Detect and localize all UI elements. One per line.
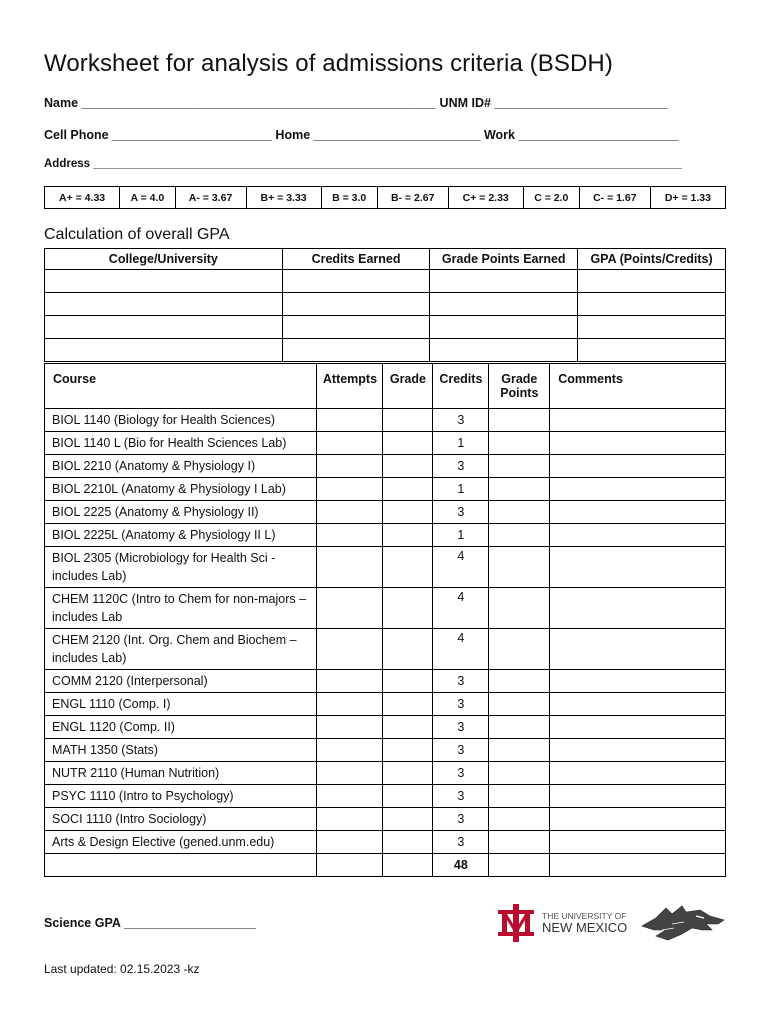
credits-cell: 4 — [433, 629, 489, 670]
comments-cell[interactable] — [550, 409, 726, 432]
overall-gpa-header-row — [45, 249, 726, 270]
grade-scale-cell: B+ = 3.33 — [246, 187, 321, 209]
credits-earned-cell[interactable] — [282, 293, 430, 316]
attempts-cell[interactable] — [317, 808, 383, 831]
total-row — [45, 854, 726, 877]
course-name: BIOL 2225 (Anatomy & Physiology II) — [45, 501, 317, 524]
course-header: Course — [45, 364, 317, 409]
grade-points-cell[interactable] — [489, 762, 550, 785]
course-table — [44, 363, 726, 877]
grade-points-header: Grade Points — [489, 364, 550, 409]
phone-line-text: Cell Phone _______________________ Home ________________________ Work _______________________ — [44, 128, 679, 142]
grade-header: Grade — [383, 364, 433, 409]
unm-logo — [496, 900, 728, 946]
comments-cell[interactable] — [550, 716, 726, 739]
address-line-text: Address ____________________________________________________________________________________________ — [44, 158, 682, 170]
course-name: SOCI 1110 (Intro Sociology) — [45, 808, 317, 831]
credits-cell: 1 — [433, 478, 489, 501]
grade-cell[interactable] — [383, 831, 433, 854]
credits-header: Credits — [433, 364, 489, 409]
credits-cell: 3 — [433, 455, 489, 478]
grade-scale-cell: C+ = 2.33 — [448, 187, 523, 209]
grade-points-cell[interactable] — [430, 270, 578, 293]
grade-scale-cell: B- = 2.67 — [377, 187, 448, 209]
gpa-cell[interactable] — [578, 316, 726, 339]
gpa-cell[interactable] — [578, 293, 726, 316]
phone-field-line[interactable] — [44, 128, 678, 142]
course-name: PSYC 1110 (Intro to Psychology) — [45, 785, 317, 808]
comments-cell[interactable] — [550, 455, 726, 478]
comments-cell[interactable] — [550, 808, 726, 831]
grade-cell[interactable] — [383, 808, 433, 831]
comments-cell[interactable] — [550, 629, 726, 670]
course-row — [45, 831, 726, 854]
course-row — [45, 432, 726, 455]
grade-scale-cell: A+ = 4.33 — [45, 187, 120, 209]
grade-cell[interactable] — [383, 693, 433, 716]
grade-cell[interactable] — [383, 432, 433, 455]
attempts-cell[interactable] — [317, 455, 383, 478]
college-cell[interactable] — [45, 293, 283, 316]
credits-cell: 3 — [433, 501, 489, 524]
grade-cell[interactable] — [383, 455, 433, 478]
grade-points-cell[interactable] — [489, 831, 550, 854]
grade-scale-cell: C = 2.0 — [523, 187, 579, 209]
course-name: NUTR 2110 (Human Nutrition) — [45, 762, 317, 785]
course-row — [45, 808, 726, 831]
grade-points-cell[interactable] — [489, 478, 550, 501]
college-cell[interactable] — [45, 270, 283, 293]
course-name: MATH 1350 (Stats) — [45, 739, 317, 762]
comments-cell[interactable] — [550, 432, 726, 455]
college-cell[interactable] — [45, 339, 283, 362]
grade-cell[interactable] — [383, 629, 433, 670]
grade-points-cell[interactable] — [430, 316, 578, 339]
comments-cell[interactable] — [550, 670, 726, 693]
credits-earned-header: Credits Earned — [282, 249, 430, 270]
grade-points-cell[interactable] — [489, 524, 550, 547]
course-header-row — [45, 364, 726, 409]
grade-scale-cell: B = 3.0 — [321, 187, 377, 209]
comments-cell[interactable] — [550, 854, 726, 877]
address-field-line[interactable] — [44, 158, 682, 170]
attempts-cell[interactable] — [317, 478, 383, 501]
logo-line2: NEW MEXICO — [542, 920, 628, 935]
grade-scale-row — [45, 187, 726, 209]
course-name: ENGL 1120 (Comp. II) — [45, 716, 317, 739]
course-row — [45, 670, 726, 693]
credits-cell: 3 — [433, 409, 489, 432]
grade-cell[interactable] — [383, 762, 433, 785]
last-updated: Last updated: 02.15.2023 -kz — [44, 962, 200, 976]
overall-gpa-row — [45, 293, 726, 316]
grade-points-cell[interactable] — [489, 588, 550, 629]
grade-cell[interactable] — [383, 478, 433, 501]
credits-cell: 3 — [433, 831, 489, 854]
attempts-cell[interactable] — [317, 693, 383, 716]
comments-header: Comments — [550, 364, 726, 409]
credits-earned-cell[interactable] — [282, 316, 430, 339]
course-name: BIOL 1140 L (Bio for Health Sciences Lab) — [45, 432, 317, 455]
attempts-cell[interactable] — [317, 501, 383, 524]
grade-cell[interactable] — [383, 501, 433, 524]
comments-cell[interactable] — [550, 762, 726, 785]
attempts-cell[interactable] — [317, 432, 383, 455]
course-name: CHEM 1120C (Intro to Chem for non-majors – includes Lab — [45, 588, 317, 629]
grade-scale-table — [44, 186, 726, 209]
attempts-cell[interactable] — [317, 739, 383, 762]
course-name: Arts & Design Elective (gened.unm.edu) — [45, 831, 317, 854]
credits-cell: 4 — [433, 588, 489, 629]
grade-points-cell[interactable] — [489, 808, 550, 831]
grade-cell[interactable] — [383, 716, 433, 739]
grade-scale-cell: A- = 3.67 — [175, 187, 246, 209]
grade-scale-cell: C- = 1.67 — [579, 187, 650, 209]
course-row — [45, 524, 726, 547]
grade-cell[interactable] — [383, 547, 433, 588]
comments-cell[interactable] — [550, 739, 726, 762]
grade-points-cell[interactable] — [489, 547, 550, 588]
credits-cell: 1 — [433, 524, 489, 547]
course-name: BIOL 2225L (Anatomy & Physiology II L) — [45, 524, 317, 547]
credits-cell: 1 — [433, 432, 489, 455]
grade-points-cell[interactable] — [489, 501, 550, 524]
credits-cell: 3 — [433, 785, 489, 808]
credits-cell: 3 — [433, 762, 489, 785]
grade-points-cell[interactable] — [489, 455, 550, 478]
course-row — [45, 455, 726, 478]
grade-scale-cell: A = 4.0 — [120, 187, 175, 209]
course-name: BIOL 2210 (Anatomy & Physiology I) — [45, 455, 317, 478]
gpa-header: GPA (Points/Credits) — [578, 249, 726, 270]
name-id-field-line[interactable] — [44, 96, 668, 110]
overall-gpa-heading: Calculation of overall GPA — [44, 226, 230, 243]
gpa-cell[interactable] — [578, 339, 726, 362]
grade-scale-cell: D+ = 1.33 — [650, 187, 725, 209]
grade-cell[interactable] — [383, 409, 433, 432]
grade-points-cell[interactable] — [489, 693, 550, 716]
grade-points-cell[interactable] — [489, 785, 550, 808]
comments-cell[interactable] — [550, 588, 726, 629]
comments-cell[interactable] — [550, 693, 726, 716]
attempts-cell[interactable] — [317, 629, 383, 670]
attempts-cell[interactable] — [317, 588, 383, 629]
attempts-header: Attempts — [317, 364, 383, 409]
grade-points-cell[interactable] — [430, 339, 578, 362]
grade-points-cell[interactable] — [489, 670, 550, 693]
overall-gpa-row — [45, 316, 726, 339]
attempts-cell[interactable] — [317, 854, 383, 877]
overall-gpa-row — [45, 339, 726, 362]
logo-line1: THE UNIVERSITY OF — [542, 911, 627, 921]
course-name: ENGL 1110 (Comp. I) — [45, 693, 317, 716]
course-row — [45, 409, 726, 432]
grade-cell[interactable] — [383, 588, 433, 629]
credits-cell: 3 — [433, 693, 489, 716]
course-name: CHEM 2120 (Int. Org. Chem and Biochem – includes Lab) — [45, 629, 317, 670]
credits-earned-cell[interactable] — [282, 339, 430, 362]
course-row — [45, 547, 726, 588]
attempts-cell[interactable] — [317, 785, 383, 808]
college-header: College/University — [45, 249, 283, 270]
grade-cell[interactable] — [383, 739, 433, 762]
course-name: BIOL 1140 (Biology for Health Sciences) — [45, 409, 317, 432]
credits-earned-cell[interactable] — [282, 270, 430, 293]
grade-cell[interactable] — [383, 785, 433, 808]
credits-cell: 4 — [433, 547, 489, 588]
credits-cell: 3 — [433, 670, 489, 693]
comments-cell[interactable] — [550, 547, 726, 588]
college-cell[interactable] — [45, 316, 283, 339]
course-name: BIOL 2305 (Microbiology for Health Sci - includes Lab) — [45, 547, 317, 588]
course-row — [45, 588, 726, 629]
course-row — [45, 785, 726, 808]
comments-cell[interactable] — [550, 524, 726, 547]
attempts-cell[interactable] — [317, 547, 383, 588]
attempts-cell[interactable] — [317, 409, 383, 432]
attempts-cell[interactable] — [317, 716, 383, 739]
comments-cell[interactable] — [550, 785, 726, 808]
comments-cell[interactable] — [550, 831, 726, 854]
credits-cell: 3 — [433, 739, 489, 762]
comments-cell[interactable] — [550, 478, 726, 501]
grade-points-cell[interactable] — [489, 739, 550, 762]
grade-points-cell[interactable] — [489, 629, 550, 670]
overall-gpa-table — [44, 248, 726, 362]
science-gpa-field[interactable]: Science GPA ___________________ — [44, 916, 256, 930]
credits-cell: 3 — [433, 808, 489, 831]
grade-cell[interactable] — [383, 524, 433, 547]
comments-cell[interactable] — [550, 501, 726, 524]
grade-points-cell[interactable] — [489, 409, 550, 432]
course-row — [45, 739, 726, 762]
overall-gpa-row — [45, 270, 726, 293]
course-row — [45, 478, 726, 501]
lobo-wolf-icon — [642, 906, 724, 940]
grade-points-cell[interactable] — [489, 854, 550, 877]
course-name: COMM 2120 (Interpersonal) — [45, 670, 317, 693]
total-credits: 48 — [433, 854, 489, 877]
grade-points-cell[interactable] — [489, 432, 550, 455]
attempts-cell[interactable] — [317, 762, 383, 785]
grade-points-earned-header: Grade Points Earned — [430, 249, 578, 270]
grade-points-cell[interactable] — [489, 716, 550, 739]
gpa-cell[interactable] — [578, 270, 726, 293]
name-id-line-text: Name ___________________________________________________ UNM ID# _________________________ — [44, 96, 669, 110]
unm-monogram-icon — [498, 904, 534, 942]
grade-points-cell[interactable] — [430, 293, 578, 316]
course-row — [45, 629, 726, 670]
credits-cell: 3 — [433, 716, 489, 739]
course-row — [45, 693, 726, 716]
grade-cell[interactable] — [383, 670, 433, 693]
page-title: Worksheet for analysis of admissions criteria (BSDH) — [44, 50, 613, 77]
course-name: BIOL 2210L (Anatomy & Physiology I Lab) — [45, 478, 317, 501]
total-label-cell — [45, 854, 317, 877]
attempts-cell[interactable] — [317, 670, 383, 693]
course-row — [45, 716, 726, 739]
course-row — [45, 762, 726, 785]
grade-cell[interactable] — [383, 854, 433, 877]
attempts-cell[interactable] — [317, 524, 383, 547]
course-row — [45, 501, 726, 524]
attempts-cell[interactable] — [317, 831, 383, 854]
